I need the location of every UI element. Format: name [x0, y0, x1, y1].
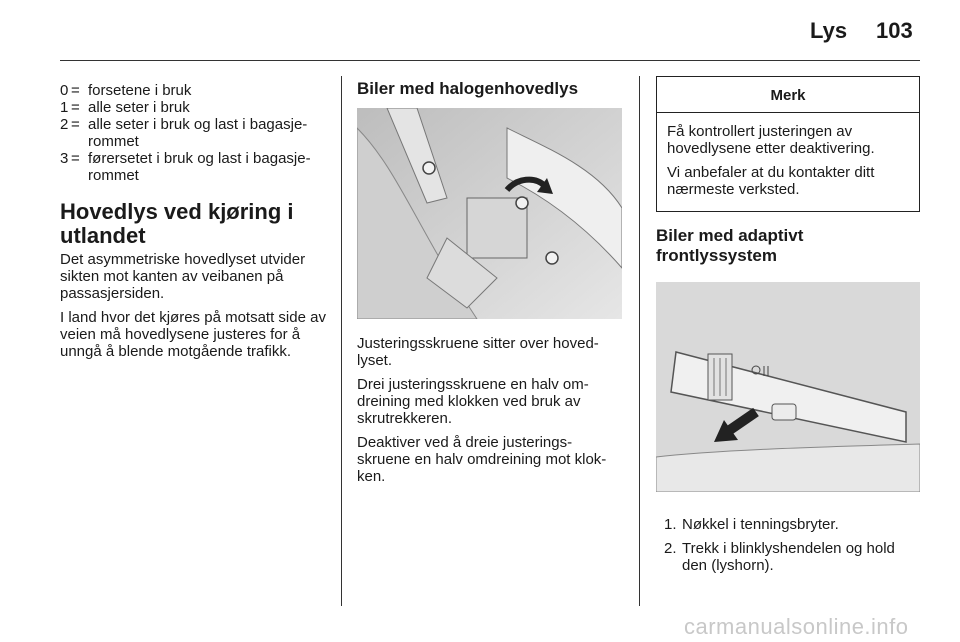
subheading: Biler med adaptivt frontlyssystem	[656, 226, 804, 265]
headlight-illustration	[357, 108, 622, 319]
column-divider-1	[341, 76, 342, 606]
page-number: 103	[876, 18, 913, 43]
body-paragraph: Deaktiver ved å dreie justerings-skruene en halv omdreining mot klok-ken.	[357, 434, 607, 485]
body-paragraph: I land hvor det kjøres på motsatt side av veien må hovedlysene justeres for å unngå å blende motgående trafikk.	[60, 309, 326, 360]
list-item: 2. Trekk i blinklyshendelen og hold den (lyshorn).	[664, 540, 895, 574]
list-item: 1. Nøkkel i tenningsbryter.	[664, 516, 839, 533]
subheading: Biler med halogenhovedlys	[357, 79, 579, 98]
header-divider	[60, 60, 920, 61]
watermark-text: carmanualsonline.info	[684, 614, 909, 639]
note-paragraph: Få kontrollert justeringen av hovedlysene etter deaktivering.	[667, 123, 875, 157]
steps-list	[664, 516, 920, 574]
list-item: 0 = forsetene i bruk	[60, 82, 192, 99]
turn-signal-lever-illustration	[656, 282, 920, 492]
note-box	[656, 76, 920, 212]
body-paragraph: Drei justeringsskruene en halv om-dreining med klokken ved bruk av skrutrekkeren.	[357, 376, 589, 427]
note-paragraph: Vi anbefaler at du kontakter ditt nærmeste verksted.	[667, 164, 875, 198]
note-body	[657, 113, 919, 211]
section-title: Hovedlys ved kjøring i utlandet	[60, 199, 294, 248]
column-1	[60, 76, 330, 367]
body-paragraph: Det asymmetriske hovedlyset utvider sikten mot kanten av veibanen på passasjersiden.	[60, 251, 306, 302]
column-3	[656, 76, 920, 581]
stalk-lever-image	[656, 282, 920, 492]
headlight-adjustment-image	[357, 108, 622, 319]
list-item: 2 = alle seter i bruk og last i bagasje-rommet	[60, 116, 308, 150]
note-heading: Merk	[657, 77, 919, 113]
column-divider-2	[639, 76, 640, 606]
body-paragraph: Justeringsskruene sitter over hoved-lyset.	[357, 335, 599, 369]
page-header-title: Lys	[810, 18, 848, 43]
load-list	[60, 82, 330, 184]
column-2	[357, 76, 622, 492]
list-item: 1 = alle seter i bruk	[60, 99, 190, 116]
list-item: 3 = førersetet i bruk og last i bagasje-rommet	[60, 150, 311, 184]
